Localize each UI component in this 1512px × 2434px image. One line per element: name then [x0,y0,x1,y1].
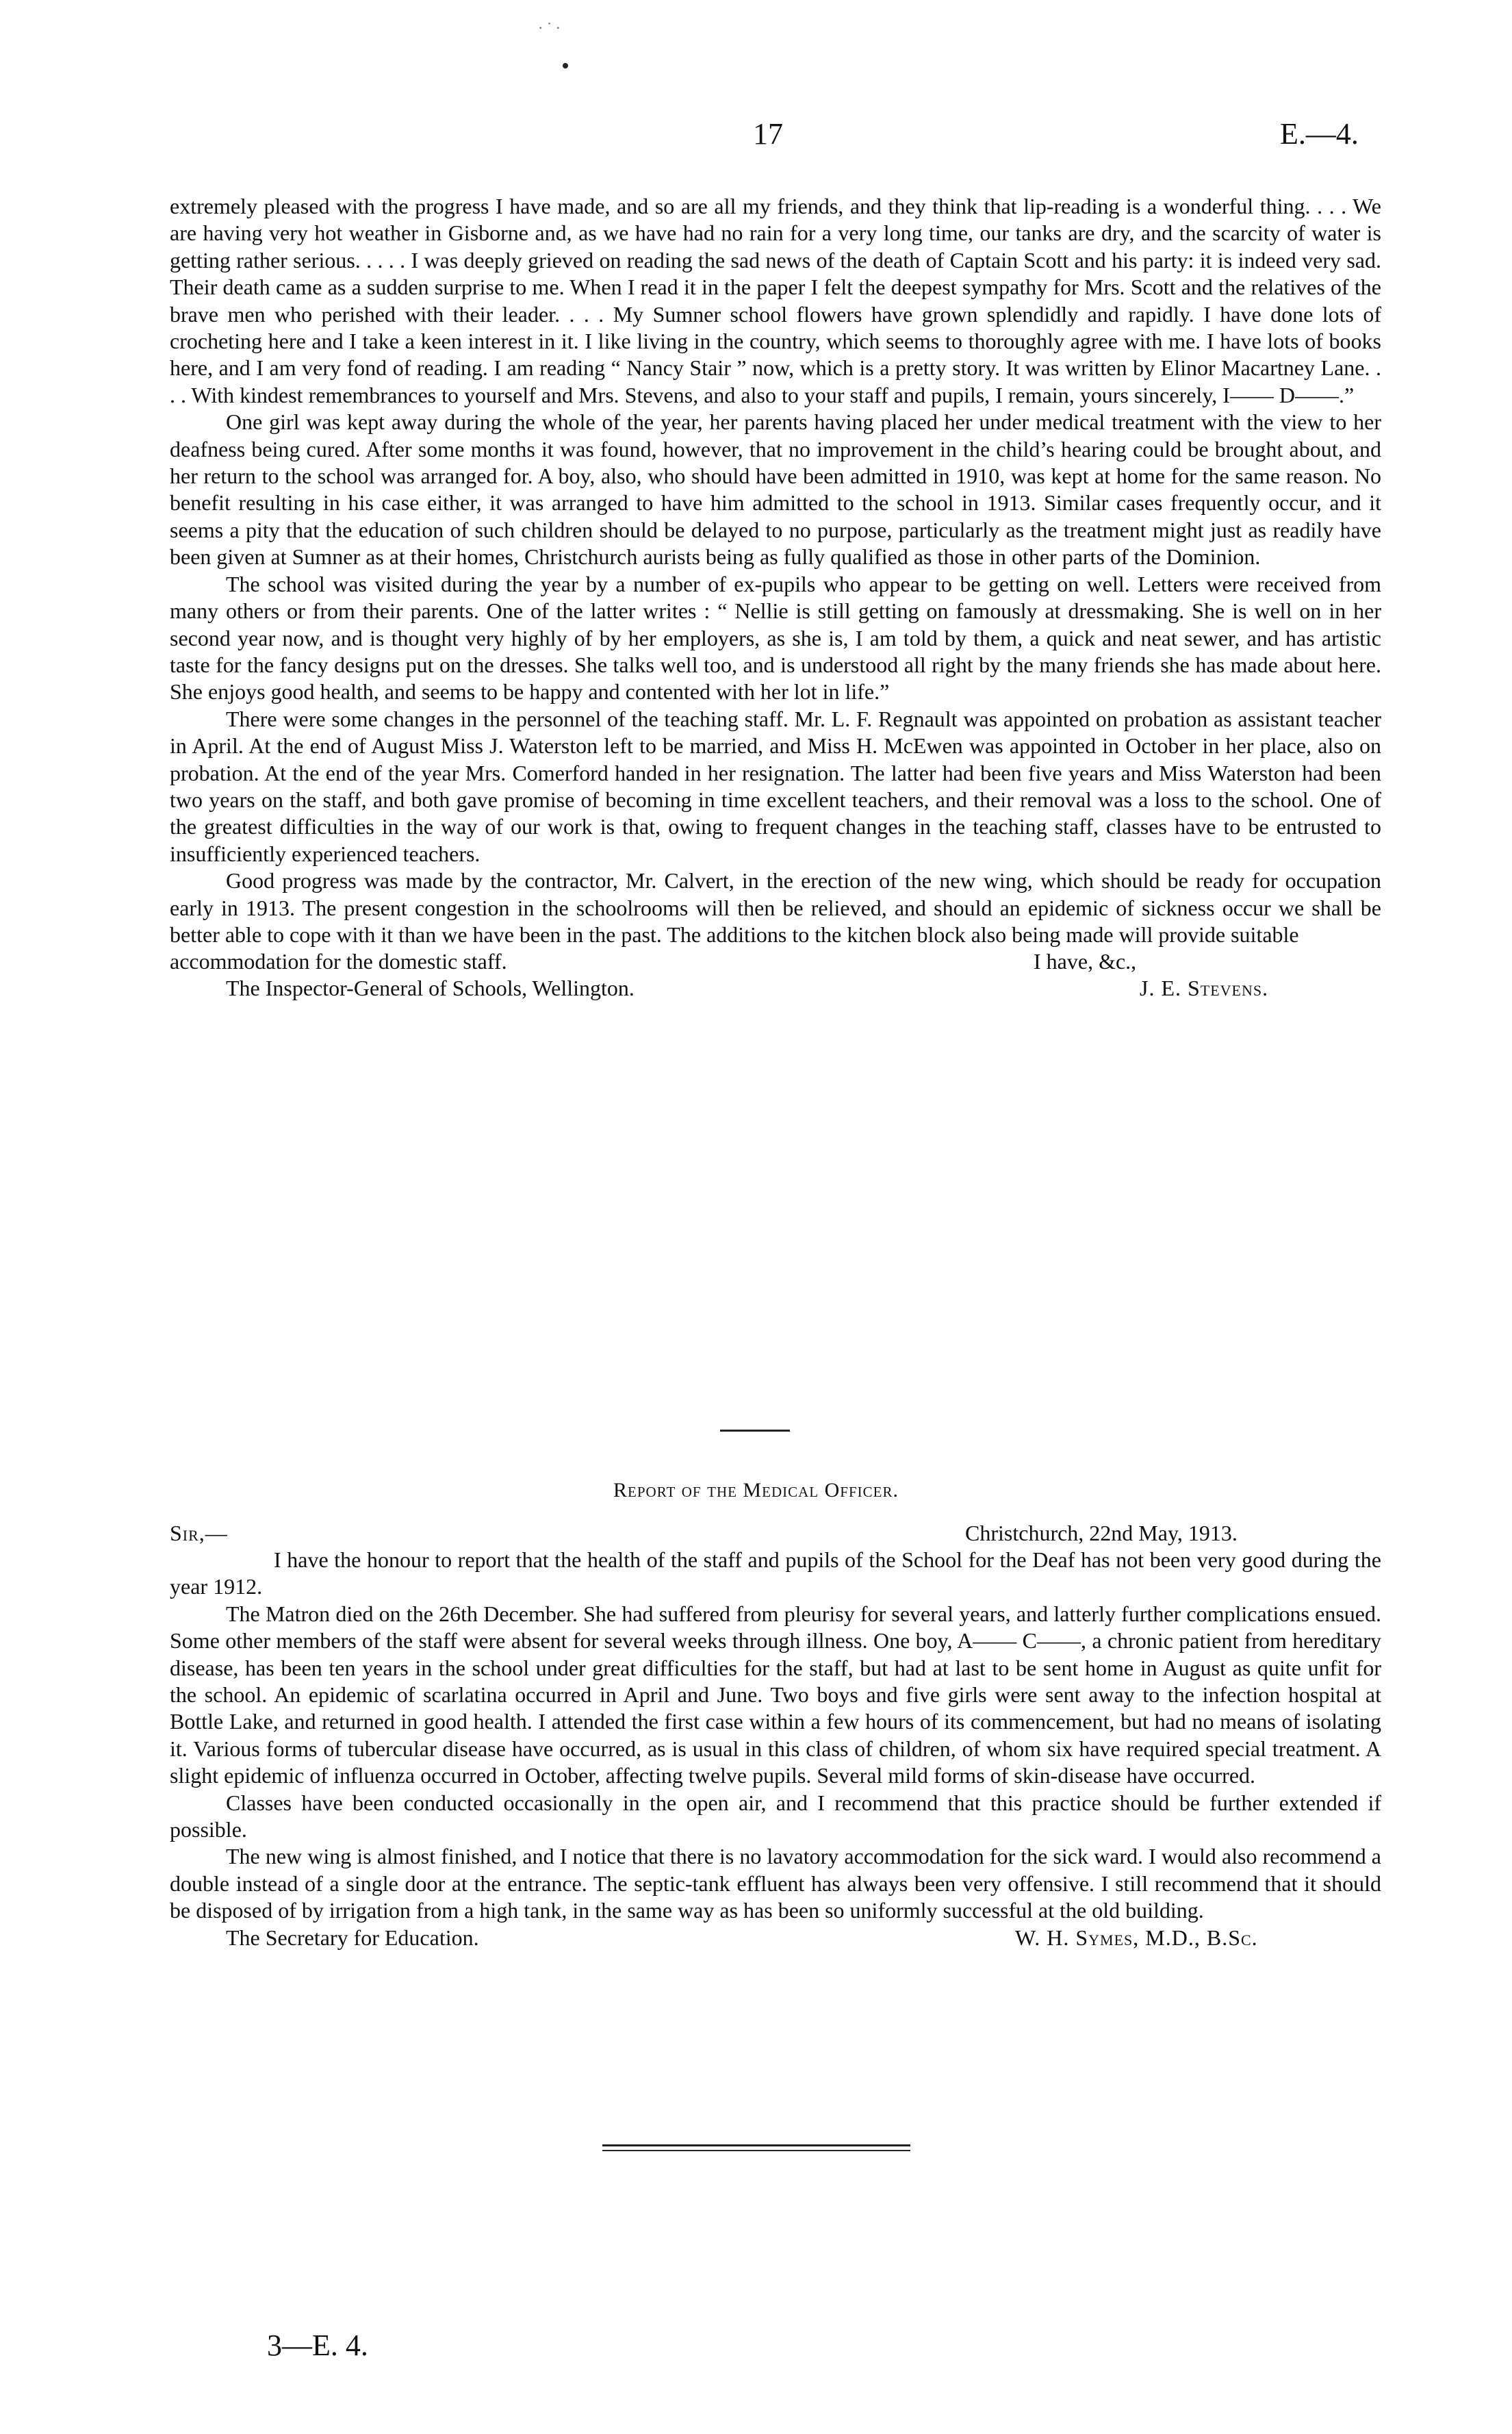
signature: J. E. Stevens. [1140,976,1269,1001]
end-rule [602,2144,910,2146]
salutation-row [170,1520,1381,1547]
scan-specks: · ˙ · [538,19,561,36]
signature-mark: 3—E. 4. [267,2329,368,2362]
medical-report [170,1520,1381,1951]
closing-line: accommodation for the domestic staff. [170,949,507,974]
section-title: Report of the Medical Officer. [613,1479,899,1501]
place-date: Christchurch, 22nd May, 1913. [965,1521,1238,1545]
addressee-row [170,975,1381,1002]
report-paragraph: The new wing is almost finished, and I notice that there is no lavatory accommodation for the sick ward. I would also recommend a double instead of a single door at the entrance. The septic-tank effluent has always been very offensive. I still recommend that it should be disposed of by irrigation from a high tank, in the same way as has been so uniformly successful at the old building. [170,1844,1381,1923]
page-number: 17 [753,117,783,151]
letter-section [170,193,1381,1002]
letter-paragraph: There were some changes in the personnel of the teaching staff. Mr. L. F. Regnault was appointed on probation as assistant teacher in April. At the end of August Miss J. Waterston left to be married, and Miss H. McEwen was appointed in October in her place, also on probation. At the end of the year Mrs. Comerford handed in her resignation. The latter had been five years and Miss Waterston had been two years on the staff, and both gave promise of becoming in time excellent teachers, and their removal was a loss to the school. One of the greatest difficulties in the way of our work is that, owing to frequent changes in the teaching staff, classes have to be entrusted to insufficiently experienced teachers. [170,706,1381,866]
scan-dot [563,63,568,68]
addressee: The Secretary for Education. [226,1925,479,1950]
letter-paragraph: extremely pleased with the progress I have made, and so are all my friends, and they think that lip-reading is a wonderful thing. . . . We are having very hot weather in Gisborne and, as we have had no rain for a very long time, our tanks are dry, and the scarcity of water is getting rather serious. . . . . I was deeply grieved on reading the sad news of the death of Captain Scott and his party: it is indeed very sad. Their death came as a sudden surprise to me. When I read it in the paper I felt the deepest sympathy for Mrs. Scott and the relatives of the brave men who perished with their leader. . . . My Sumner school flowers have grown splendidly and rapidly. I have done lots of crocheting here and I take a keen interest in it. I like living in the country, which seems to thoroughly agree with me. I have lots of books here, and I am very fond of reading. I am reading “ Nancy Stair ” now, which is a pretty story. It was written by Elinor Macartney Lane. . . . With kindest remembrances to yourself and Mrs. Stevens, and also to your staff and pupils, I remain, yours sincerely, I—— D——.” [170,194,1381,407]
letter-paragraph: The school was visited during the year by a number of ex-pupils who appear to be getting on well. Letters were received from many others or from their parents. One of the latter writes : “ Nellie is still getting on famously at dressmaking. She is well on in her second year now, and is thought very highly of by her employers, as she is, I am told by them, a quick and neat sewer, and has artistic taste for the fancy designs put on the dresses. She talks well too, and is understood all right by the many friends she has made about here. She enjoys good health, and seems to be happy and contented with her lot in life.” [170,571,1381,705]
report-paragraph: Classes have been conducted occasionally in the open air, and I recommend that this practice should be further extended if possible. [170,1790,1381,1842]
report-paragraph: I have the honour to report that the health of the staff and pupils of the School for the Deaf has not been very good during the year 1912. [170,1547,1381,1599]
signature: W. H. Symes, M.D., B.Sc. [1015,1925,1258,1950]
addressee: The Inspector-General of Schools, Wellington. [226,976,635,1001]
document-reference: E.—4. [1280,117,1359,151]
letter-paragraph: One girl was kept away during the whole of the year, her parents having placed her under medical treatment with the view to her deafness being cured. After some months it was found, however, that no improvement in the child’s hearing could be brought about, and her return to the school was arranged for. A boy, also, who should have been admitted in 1910, was kept at home for the same reason. No benefit resulting in his case either, it was arranged to have him admitted to the school in 1913. Similar cases frequently occur, and it seems a pity that the education of such children should be delayed to no purpose, particularly as the treatment might just as readily have been given at Sumner as at their homes, Christchurch aurists being as fully qualified as those in other parts of the Dominion. [170,409,1381,570]
section-divider [720,1430,790,1432]
report-paragraph: The Matron died on the 26th December. She had suffered from pleurisy for several years, and latterly further complications ensued. Some other members of the staff were absent for several weeks through illness. One boy, A—— C——, a chronic patient from hereditary disease, has been ten years in the school under great difficulties for the staff, but had at last to be sent home in August as quite unfit for the school. An epidemic of scarlatina occurred in April and June. Two boys and five girls were sent away to the infection hospital at Bottle Lake, and returned in good health. I attended the first case within a few hours of its commencement, but had no means of isolating it. Various forms of tubercular disease have occurred, as is usual in this class of children, of whom six have required special treatment. A slight epidemic of influenza occurred in October, affecting twelve pupils. Several mild forms of skin-disease have occurred. [170,1601,1381,1788]
end-rule [602,2150,910,2151]
valediction: I have, &c., [1034,949,1137,974]
closing-row [170,948,1381,975]
salutation: Sir,— [170,1521,228,1545]
letter-paragraph: Good progress was made by the contractor, Mr. Calvert, in the erection of the new wing, which should be ready for occupation early in 1913. The present congestion in the schoolrooms will then be relieved, and should an epidemic of sickness occur we shall be better able to cope with it than we have been in the past. The additions to the kitchen block also being made will provide suitable [170,868,1381,947]
addressee-row [170,1925,1381,1951]
